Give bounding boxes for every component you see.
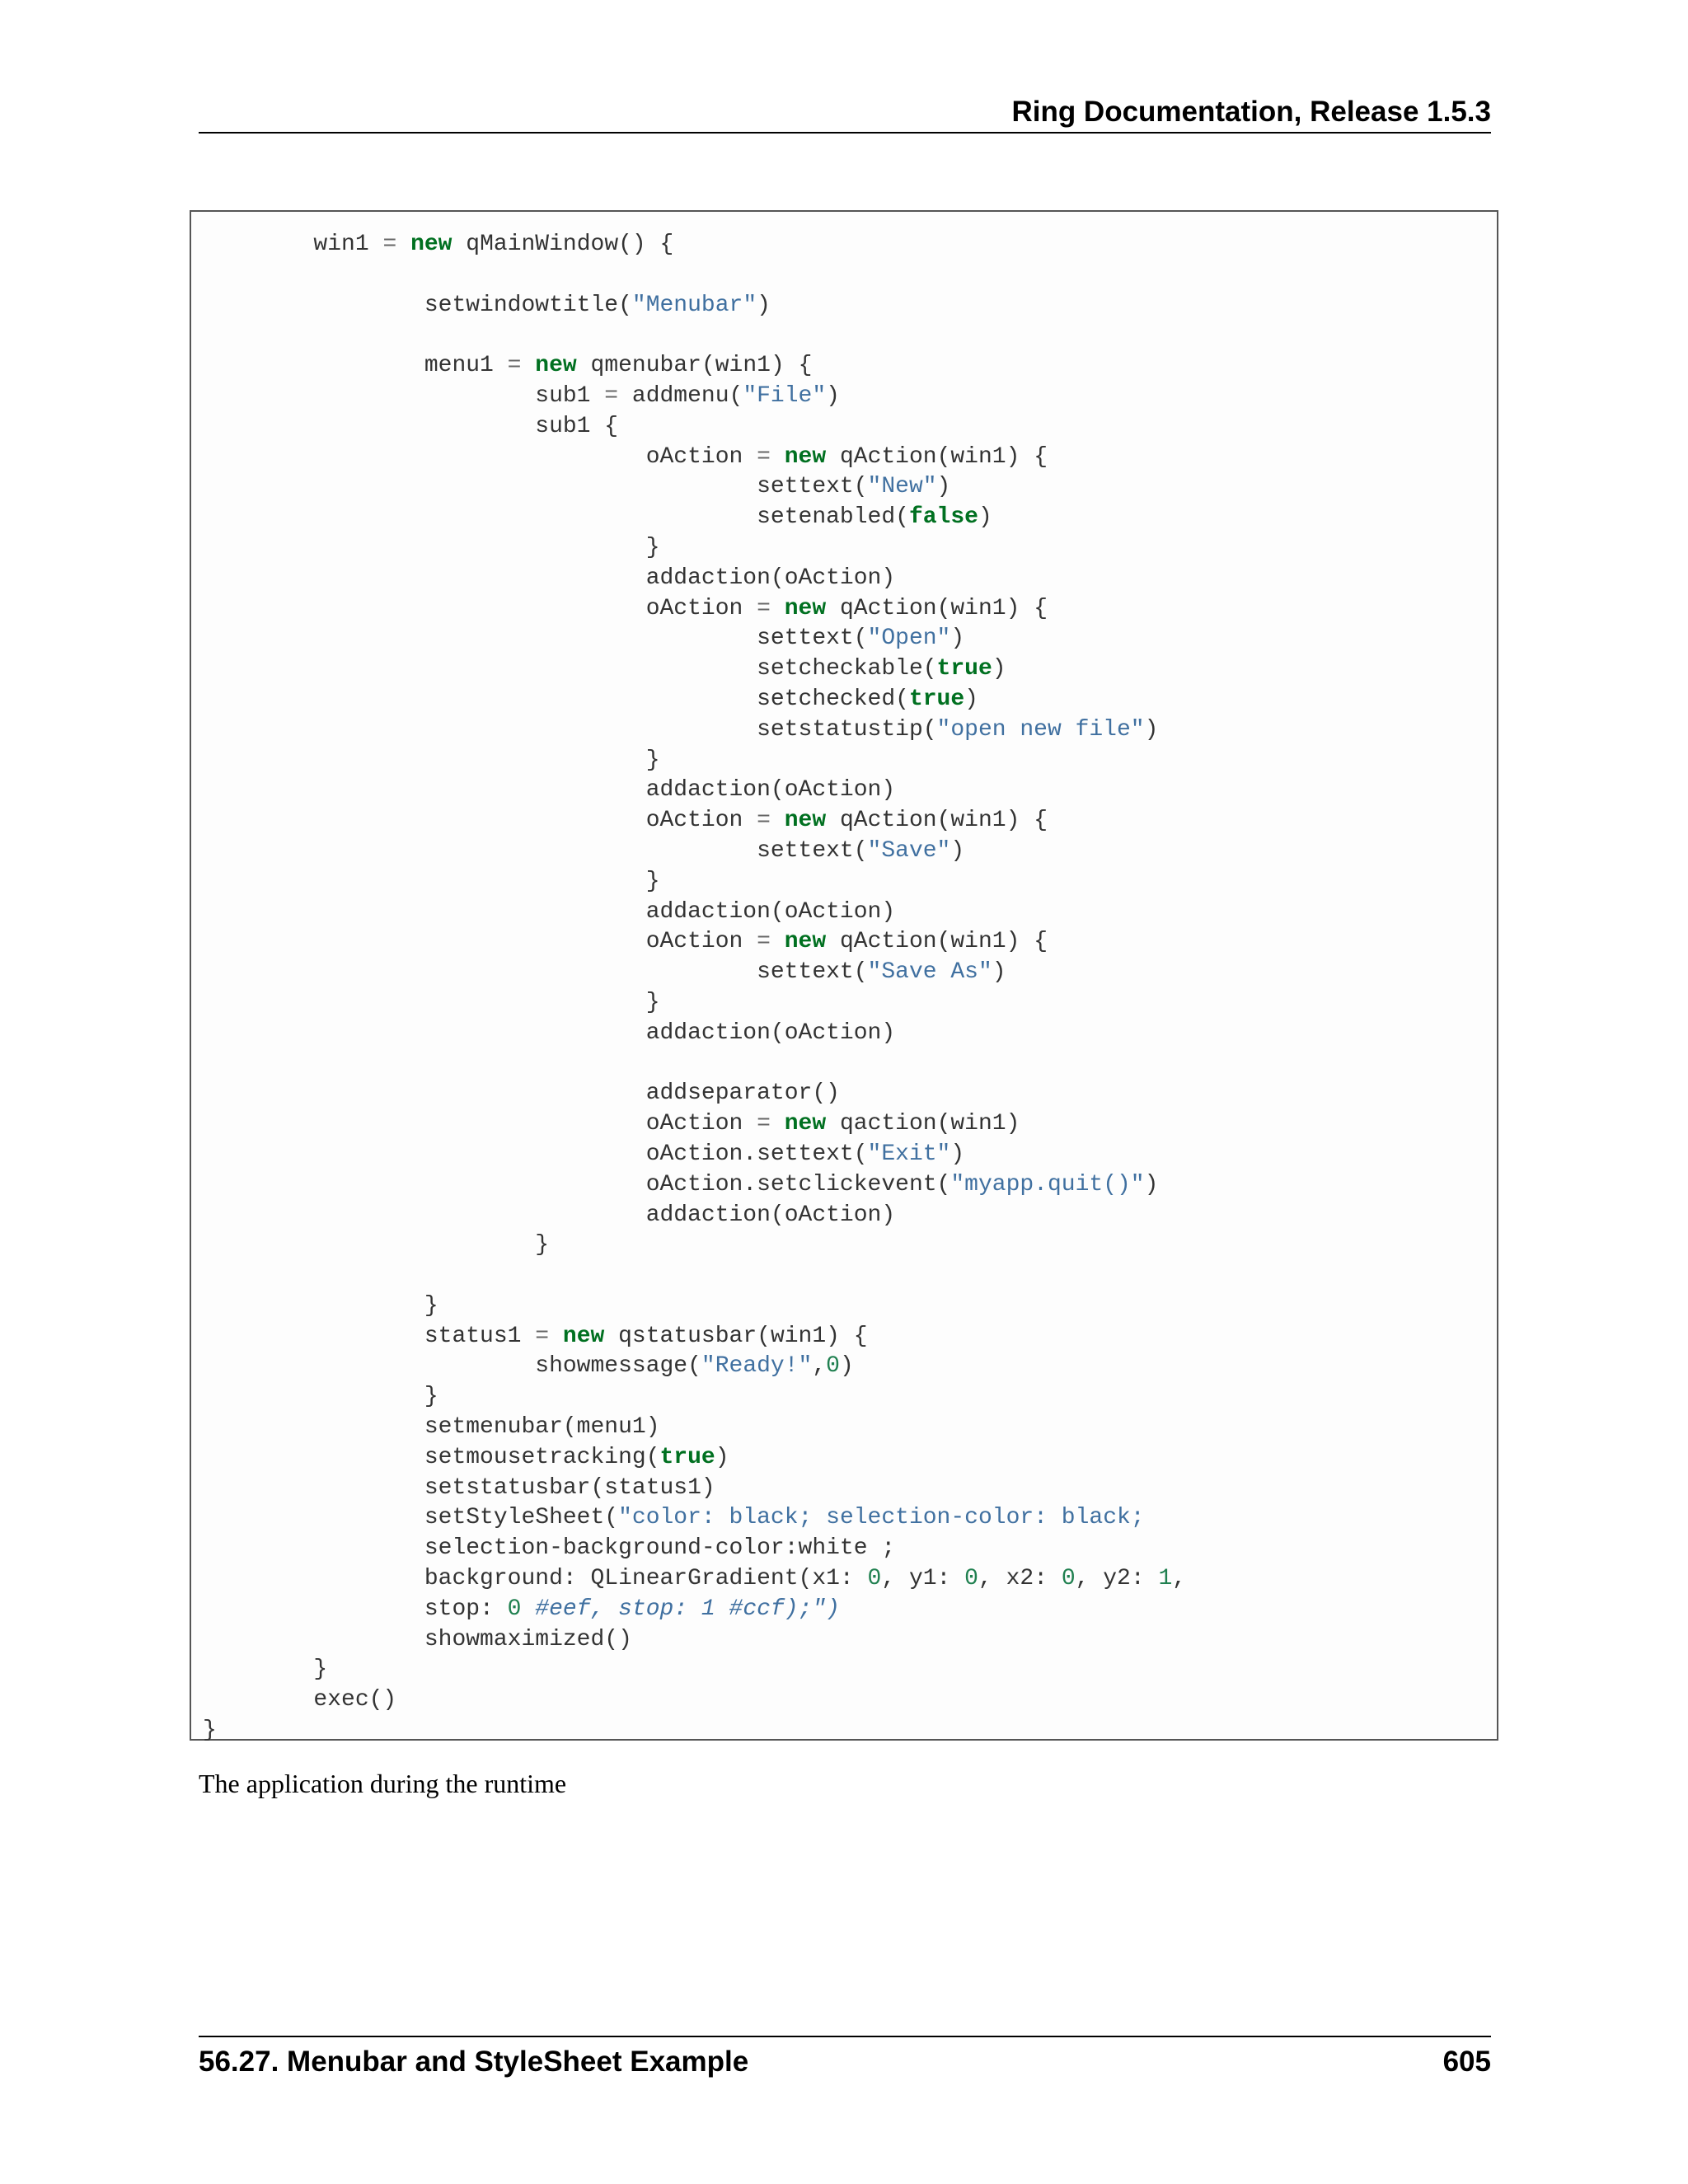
- code-token: setchecked(: [203, 686, 909, 712]
- code-token: ): [826, 382, 840, 409]
- code-token: ): [950, 1141, 965, 1167]
- code-line: [203, 1019, 1186, 1049]
- code-token: , y1:: [881, 1566, 965, 1592]
- code-token: oAction.setclickevent(: [203, 1171, 951, 1197]
- code-token: [771, 444, 785, 470]
- code-line: [203, 564, 1186, 594]
- code-token: new: [784, 1111, 827, 1137]
- code-token: ): [950, 626, 965, 652]
- code-token: ): [715, 1444, 729, 1470]
- code-token: oAction: [203, 443, 757, 470]
- code-block: [190, 210, 1498, 1744]
- code-line: [203, 1443, 1186, 1474]
- code-token: addmenu(: [618, 382, 743, 409]
- code-token: =: [535, 1323, 550, 1349]
- code-token: "myapp.quit()": [950, 1171, 1145, 1197]
- code-token: addaction(oAction): [203, 565, 896, 591]
- code-line: [203, 1685, 1186, 1716]
- code-token: new: [784, 808, 827, 834]
- code-token: =: [757, 1111, 771, 1137]
- code-token: oAction: [203, 595, 757, 621]
- code-token: "Ready!": [701, 1353, 813, 1380]
- code-line: [203, 1049, 1186, 1080]
- code-line: [203, 837, 1186, 867]
- code-token: }: [203, 989, 660, 1015]
- code-line: [203, 412, 1186, 443]
- code-token: addaction(oAction): [203, 898, 896, 925]
- code-token: true: [659, 1444, 715, 1470]
- code-token: settext(: [203, 474, 868, 500]
- code-line: [203, 1352, 1186, 1382]
- code-line: [203, 1474, 1186, 1504]
- code-token: , y2:: [1075, 1566, 1159, 1592]
- code-token: setwindowtitle(: [203, 292, 632, 318]
- code-token: =: [757, 443, 771, 470]
- code-token: }: [203, 1232, 550, 1258]
- code-token: new: [535, 353, 577, 379]
- code-token: background: QLinearGradient(x1:: [203, 1566, 868, 1592]
- code-token: qAction(win1) {: [826, 929, 1048, 955]
- code-line: [203, 1503, 1186, 1534]
- code-line: [203, 594, 1186, 625]
- code-line: [203, 1382, 1186, 1413]
- code-token: qAction(win1) {: [826, 595, 1048, 621]
- code-token: addaction(oAction): [203, 777, 896, 804]
- code-token: 0: [507, 1596, 522, 1622]
- code-token: =: [757, 595, 771, 621]
- code-token: oAction: [203, 1111, 757, 1137]
- code-token: addseparator(): [203, 1080, 840, 1107]
- code-token: [771, 929, 785, 954]
- code-token: new: [784, 929, 827, 955]
- code-token: qAction(win1) {: [826, 808, 1048, 834]
- code-token: [549, 1324, 563, 1349]
- code-token: win1: [203, 232, 383, 257]
- code-line: [203, 230, 1186, 260]
- code-token: stop:: [203, 1596, 508, 1622]
- code-token: [396, 232, 410, 257]
- code-token: "open new file": [936, 716, 1145, 743]
- code-token: setStyleSheet(: [203, 1505, 619, 1531]
- code-line: [203, 1291, 1186, 1322]
- code-token: ): [978, 504, 992, 531]
- code-token: =: [507, 353, 522, 379]
- code-token: [771, 596, 785, 621]
- code-token: addaction(oAction): [203, 1019, 896, 1046]
- code-token: new: [784, 443, 827, 470]
- code-token: ): [936, 474, 951, 500]
- code-token: "New": [867, 474, 937, 500]
- code-token: =: [757, 808, 771, 834]
- code-token: ): [992, 656, 1006, 682]
- code-token: }: [203, 1657, 328, 1683]
- code-token: [521, 1596, 535, 1622]
- code-line: [203, 1655, 1186, 1685]
- code-line: [203, 503, 1186, 533]
- code-token: [771, 1111, 785, 1137]
- code-line: [203, 1170, 1186, 1201]
- code-token: ): [992, 959, 1006, 986]
- code-token: ,: [812, 1353, 827, 1380]
- code-line: [203, 1413, 1186, 1443]
- code-token: }: [203, 1718, 217, 1744]
- page-footer: [199, 2036, 1491, 2085]
- code-token: oAction: [203, 808, 757, 834]
- code-token: false: [908, 504, 978, 531]
- code-token: sub1: [203, 382, 605, 409]
- code-token: ): [757, 292, 771, 318]
- code-token: }: [203, 868, 660, 894]
- code-line: [203, 443, 1186, 473]
- code-token: "color: black; selection-color: black;: [618, 1505, 1145, 1531]
- code-line: [203, 291, 1186, 321]
- code-token: 1: [1158, 1566, 1173, 1592]
- code-token: =: [604, 382, 619, 409]
- code-token: ): [950, 837, 965, 864]
- code-token: showmessage(: [203, 1353, 701, 1380]
- code-line: [203, 746, 1186, 776]
- code-token: "File": [743, 382, 827, 409]
- code-token: }: [203, 1384, 438, 1410]
- code-token: "Save As": [867, 959, 992, 986]
- code-line: [203, 1079, 1186, 1109]
- code-token: "Exit": [867, 1141, 951, 1167]
- code-token: qAction(win1) {: [826, 443, 1048, 470]
- code-token: settext(: [203, 626, 868, 652]
- code-token: 0: [826, 1353, 840, 1380]
- code-token: qstatusbar(win1) {: [604, 1323, 868, 1349]
- code-token: [771, 808, 785, 833]
- page-header: [199, 92, 1491, 134]
- code-token: menu1: [203, 353, 508, 379]
- document-title: Ring Documentation, Release 1.5.3: [1011, 96, 1491, 128]
- code-token: 0: [964, 1566, 978, 1592]
- code-line: [203, 806, 1186, 837]
- code-line: [203, 1109, 1186, 1140]
- code-token: ): [964, 686, 978, 712]
- code-line: [203, 1261, 1186, 1291]
- code-token: oAction: [203, 929, 757, 955]
- code-line: [203, 867, 1186, 898]
- code-token: qMainWindow() {: [452, 232, 674, 257]
- code-token: new: [562, 1323, 605, 1349]
- code-line: [203, 685, 1186, 715]
- code-token: setmousetracking(: [203, 1444, 660, 1470]
- code-line: [203, 776, 1186, 806]
- code-token: settext(: [203, 837, 868, 864]
- caption-text: The application during the runtime: [199, 1769, 567, 1798]
- code-token: "Open": [867, 626, 951, 652]
- code-line: [203, 1625, 1186, 1656]
- code-token: setenabled(: [203, 504, 909, 531]
- code-line: [203, 624, 1186, 654]
- code-token: ): [1144, 716, 1159, 743]
- code-line: [203, 1201, 1186, 1231]
- code-token: , x2:: [978, 1566, 1062, 1592]
- code-line: [203, 533, 1186, 564]
- code-token: setstatusbar(status1): [203, 1474, 715, 1501]
- code-line: [203, 1716, 1186, 1746]
- code-line: [203, 260, 1186, 291]
- code-line: [203, 715, 1186, 746]
- code-token: ): [1144, 1171, 1159, 1197]
- code-line: [203, 988, 1186, 1019]
- code-token: =: [382, 232, 397, 257]
- code-token: status1: [203, 1323, 536, 1349]
- code-token: #eef, stop: 1 #ccf);"): [535, 1596, 840, 1622]
- code-line: [203, 1564, 1186, 1595]
- code-line: [203, 1534, 1186, 1564]
- code-token: selection-background-color:white ;: [203, 1535, 896, 1562]
- code-line: [203, 321, 1186, 351]
- code-line: [203, 1230, 1186, 1261]
- code-line: [203, 472, 1186, 503]
- code-token: 0: [1061, 1566, 1076, 1592]
- code-token: oAction.settext(: [203, 1141, 868, 1167]
- code-token: ): [839, 1353, 854, 1380]
- code-line: [203, 1322, 1186, 1352]
- code-listing: [203, 230, 1186, 1746]
- section-title: 56.27. Menubar and StyleSheet Example: [199, 2046, 749, 2078]
- code-token: setcheckable(: [203, 656, 937, 682]
- code-line: [203, 654, 1186, 685]
- code-line: [203, 958, 1186, 988]
- code-token: showmaximized(): [203, 1626, 632, 1652]
- code-token: exec(): [203, 1687, 397, 1713]
- code-token: [521, 353, 535, 378]
- code-token: 0: [867, 1566, 882, 1592]
- code-line: [203, 1140, 1186, 1170]
- code-token: true: [936, 656, 992, 682]
- code-token: ,: [1172, 1566, 1187, 1592]
- code-line: [203, 927, 1186, 958]
- code-line: [203, 1595, 1186, 1625]
- code-token: }: [203, 534, 660, 560]
- code-token: new: [784, 595, 827, 621]
- code-token: qmenubar(win1) {: [576, 353, 813, 379]
- code-line: [203, 351, 1186, 382]
- page-number: 605: [1442, 2046, 1491, 2078]
- code-token: "Menubar": [631, 292, 757, 318]
- code-token: settext(: [203, 959, 868, 986]
- code-token: sub1 {: [203, 413, 619, 439]
- code-line: [203, 898, 1186, 928]
- code-token: =: [757, 929, 771, 955]
- code-token: qaction(win1): [826, 1111, 1020, 1137]
- code-token: setstatustip(: [203, 716, 937, 743]
- code-token: new: [410, 232, 452, 257]
- code-token: "Save": [867, 837, 951, 864]
- code-token: }: [203, 1292, 438, 1319]
- code-token: setmenubar(menu1): [203, 1414, 660, 1441]
- code-token: addaction(oAction): [203, 1202, 896, 1228]
- code-line: [203, 382, 1186, 412]
- code-token: }: [203, 747, 660, 773]
- code-token: true: [908, 686, 965, 712]
